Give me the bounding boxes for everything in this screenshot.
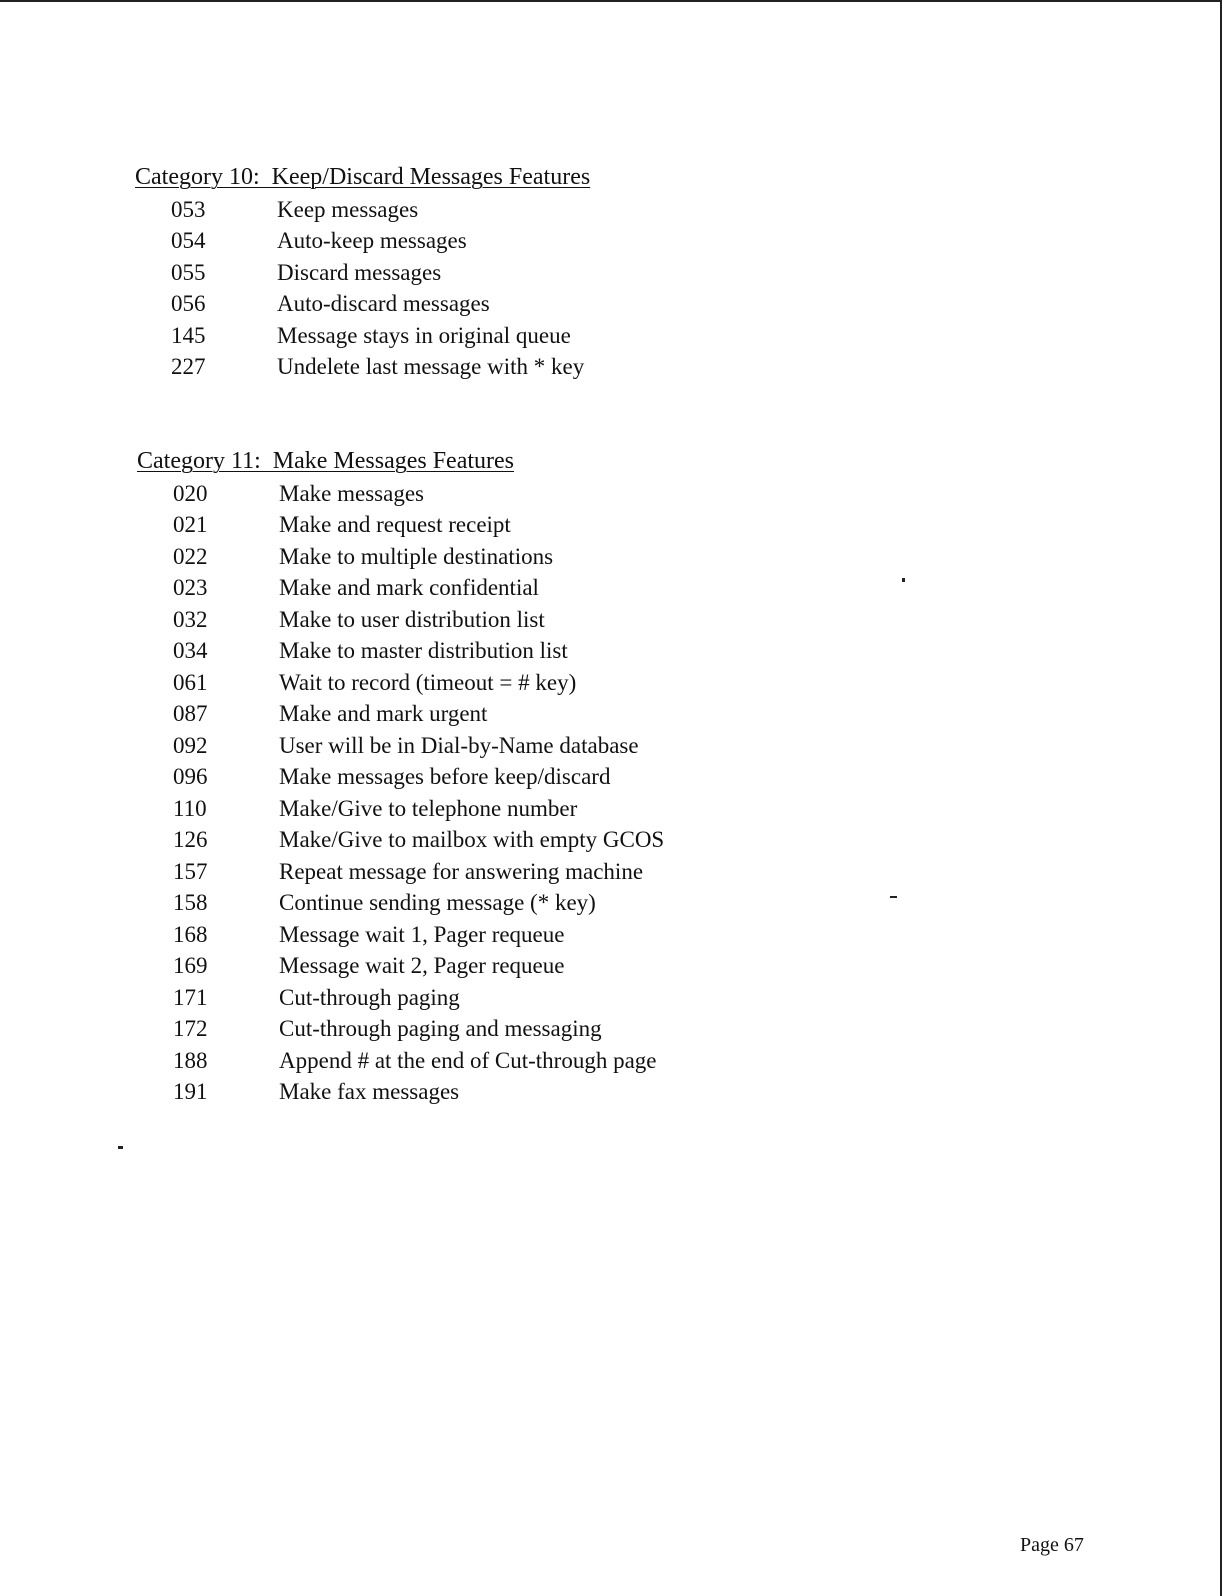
category-10-section bbox=[135, 162, 590, 383]
feature-label: Discard messages bbox=[277, 259, 442, 285]
feature-code: 061 bbox=[173, 669, 208, 695]
feature-label: Make messages bbox=[279, 480, 424, 506]
feature-code: 188 bbox=[173, 1047, 208, 1073]
feature-label: Make fax messages bbox=[279, 1079, 460, 1105]
list-item bbox=[137, 541, 664, 573]
feature-label: Undelete last message with * key bbox=[277, 354, 585, 380]
category-11-section bbox=[137, 446, 664, 1108]
feature-code: 055 bbox=[171, 259, 206, 285]
feature-code: 172 bbox=[173, 1016, 208, 1042]
list-item bbox=[137, 793, 664, 825]
feature-code: 096 bbox=[173, 764, 208, 790]
list-item bbox=[137, 636, 664, 668]
list-item bbox=[137, 730, 664, 762]
feature-code: 054 bbox=[171, 228, 206, 254]
feature-label: Make to multiple destinations bbox=[279, 543, 554, 569]
list-item bbox=[137, 573, 664, 605]
feature-label: Repeat message for answering machine bbox=[279, 858, 644, 884]
list-item bbox=[135, 352, 590, 384]
feature-label: Make to user distribution list bbox=[279, 606, 545, 632]
feature-label: Message wait 1, Pager requeue bbox=[279, 921, 565, 947]
list-item bbox=[135, 320, 590, 352]
list-item bbox=[137, 856, 664, 888]
feature-code: 126 bbox=[173, 827, 208, 853]
feature-code: 021 bbox=[173, 512, 208, 538]
list-item bbox=[135, 226, 590, 258]
list-item bbox=[135, 289, 590, 321]
feature-label: Wait to record (timeout = # key) bbox=[279, 669, 577, 695]
feature-label: Auto-keep messages bbox=[277, 228, 467, 254]
feature-list bbox=[135, 194, 590, 383]
list-item bbox=[137, 919, 664, 951]
list-item bbox=[137, 825, 664, 857]
feature-label: Make and request receipt bbox=[279, 512, 511, 538]
feature-code: 110 bbox=[173, 795, 207, 821]
feature-label: Continue sending message (* key) bbox=[279, 890, 596, 916]
feature-label: Cut-through paging bbox=[279, 984, 460, 1010]
feature-code: 157 bbox=[173, 858, 208, 884]
feature-label: Keep messages bbox=[277, 196, 419, 222]
feature-code: 171 bbox=[173, 984, 208, 1010]
feature-label: Append # at the end of Cut-through page bbox=[279, 1047, 657, 1073]
feature-code: 056 bbox=[171, 291, 206, 317]
feature-label: Make and mark urgent bbox=[279, 701, 488, 727]
scan-speck bbox=[118, 1146, 123, 1149]
feature-label: User will be in Dial-by-Name database bbox=[279, 732, 639, 758]
list-item bbox=[137, 1077, 664, 1109]
feature-label: Message wait 2, Pager requeue bbox=[279, 953, 565, 979]
feature-code: 227 bbox=[171, 354, 206, 380]
feature-label: Auto-discard messages bbox=[277, 291, 490, 317]
list-item bbox=[137, 1014, 664, 1046]
scan-speck bbox=[902, 578, 905, 582]
feature-code: 023 bbox=[173, 575, 208, 601]
list-item bbox=[137, 982, 664, 1014]
list-item bbox=[137, 888, 664, 920]
feature-code: 032 bbox=[173, 606, 208, 632]
feature-label: Make and mark confidential bbox=[279, 575, 539, 601]
list-item bbox=[137, 510, 664, 542]
feature-code: 092 bbox=[173, 732, 208, 758]
feature-code: 191 bbox=[173, 1079, 208, 1105]
feature-code: 020 bbox=[173, 480, 208, 506]
feature-code: 087 bbox=[173, 701, 208, 727]
list-item bbox=[137, 604, 664, 636]
feature-code: 169 bbox=[173, 953, 208, 979]
section-title: Category 10: Keep/Discard Messages Features bbox=[135, 164, 591, 190]
list-item bbox=[135, 257, 590, 289]
feature-label: Cut-through paging and messaging bbox=[279, 1016, 602, 1042]
feature-label: Message stays in original queue bbox=[277, 322, 571, 348]
feature-label: Make/Give to telephone number bbox=[279, 795, 578, 821]
list-item bbox=[137, 762, 664, 794]
feature-code: 158 bbox=[173, 890, 208, 916]
feature-label: Make/Give to mailbox with empty GCOS bbox=[279, 827, 665, 853]
scan-speck bbox=[890, 896, 897, 898]
feature-code: 053 bbox=[171, 196, 206, 222]
list-item bbox=[137, 951, 664, 983]
section-title: Category 11: Make Messages Features bbox=[137, 448, 515, 474]
feature-code: 034 bbox=[173, 638, 208, 664]
feature-label: Make messages before keep/discard bbox=[279, 764, 611, 790]
feature-code: 022 bbox=[173, 543, 208, 569]
feature-code: 168 bbox=[173, 921, 208, 947]
list-item bbox=[137, 478, 664, 510]
page-number: Page 67 bbox=[1020, 1534, 1084, 1556]
feature-list bbox=[137, 478, 664, 1108]
feature-label: Make to master distribution list bbox=[279, 638, 568, 664]
list-item bbox=[137, 1045, 664, 1077]
list-item bbox=[137, 667, 664, 699]
list-item bbox=[137, 699, 664, 731]
list-item bbox=[135, 194, 590, 226]
feature-code: 145 bbox=[171, 322, 206, 348]
